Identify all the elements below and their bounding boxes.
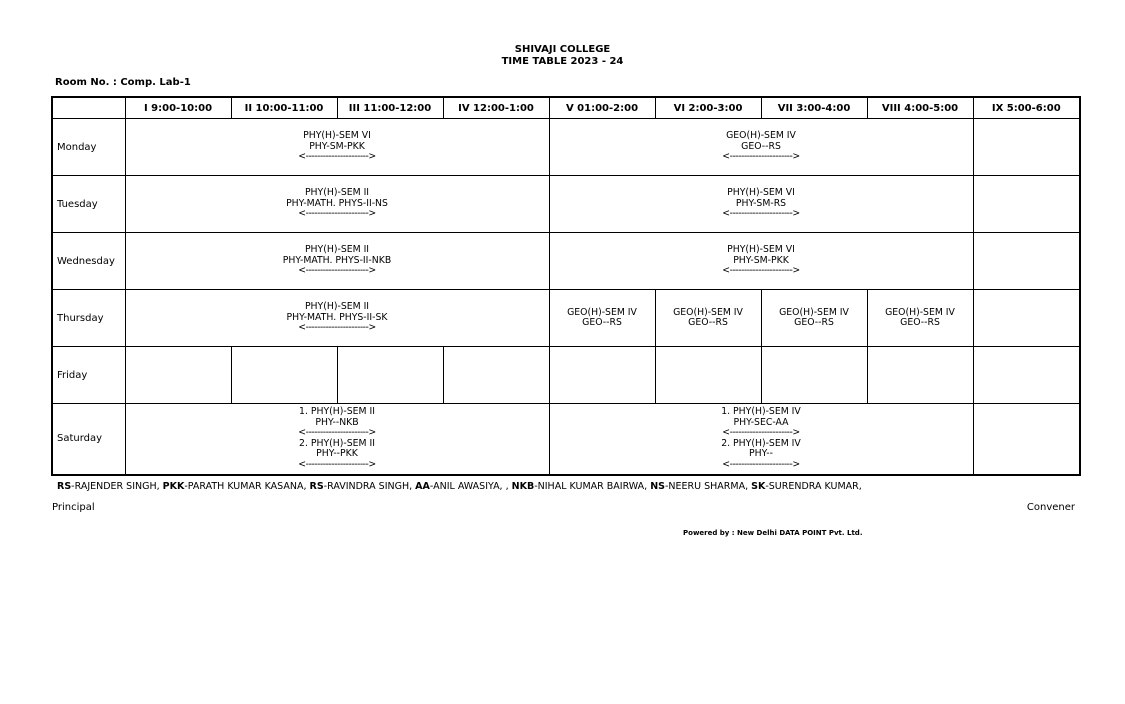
period-header: IX 5:00-6:00 (973, 97, 1080, 119)
class-block (125, 404, 549, 475)
class-subject: GEO--RS (582, 317, 622, 328)
class-course: 1. PHY(H)-SEM II (299, 406, 375, 418)
period-header: I 9:00-10:00 (125, 97, 231, 119)
duration-arrow: <----------------------> (298, 208, 376, 220)
duration-arrow: <----------------------> (722, 208, 800, 220)
period-header: VI 2:00-3:00 (655, 97, 761, 119)
empty-slot (549, 347, 655, 404)
class-block (655, 290, 761, 347)
legend-name: -RAVINDRA SINGH, (323, 481, 416, 492)
class-block (125, 290, 549, 347)
powered-by-credit: Powered by : New Delhi DATA POINT Pvt. Ltd. (683, 529, 863, 537)
empty-slot (761, 347, 867, 404)
legend-name: -NEERU SHARMA, (665, 481, 752, 492)
row-thursday (52, 290, 1080, 347)
class-subject: PHY--PKK (316, 448, 358, 460)
empty-slot (125, 347, 231, 404)
duration-arrow: <----------------------> (722, 427, 800, 439)
class-subject: GEO--RS (688, 317, 728, 328)
legend-name: -NIHAL KUMAR BAIRWA, (534, 481, 651, 492)
empty-slot (231, 347, 337, 404)
duration-arrow: <----------------------> (298, 322, 376, 334)
empty-slot (973, 347, 1080, 404)
duration-arrow: <----------------------> (298, 151, 376, 163)
legend-code: PKK (162, 481, 185, 492)
class-course: PHY(H)-SEM II (304, 187, 370, 199)
class-course: GEO(H)-SEM IV (567, 306, 637, 318)
class-course: GEO(H)-SEM IV (726, 130, 796, 142)
class-block (549, 119, 973, 176)
legend-code: NKB (511, 481, 535, 492)
convener-signature-label: Convener (1026, 502, 1075, 513)
period-header: II 10:00-11:00 (231, 97, 337, 119)
principal-signature-label: Principal (52, 502, 95, 513)
class-block (867, 290, 973, 347)
legend-name: -PARATH KUMAR KASANA, (184, 481, 310, 492)
legend-name: -SURENDRA KUMAR, (765, 481, 862, 492)
empty-slot (655, 347, 761, 404)
class-subject: GEO--RS (900, 317, 940, 328)
timetable-title: TIME TABLE 2023 - 24 (501, 56, 624, 67)
class-course: PHY(H)-SEM VI (727, 187, 795, 199)
class-course: PHY(H)-SEM VI (727, 244, 795, 256)
period-header: VII 3:00-4:00 (761, 97, 867, 119)
duration-arrow: <----------------------> (722, 265, 800, 277)
class-course: GEO(H)-SEM IV (673, 306, 743, 318)
legend-name: -RAJENDER SINGH, (71, 481, 163, 492)
class-course: 2. PHY(H)-SEM IV (721, 437, 801, 449)
class-block (549, 404, 973, 475)
class-subject: GEO--RS (794, 317, 834, 328)
class-block (549, 176, 973, 233)
period-header: III 11:00-12:00 (337, 97, 443, 119)
class-block (549, 233, 973, 290)
period-header: VIII 4:00-5:00 (867, 97, 973, 119)
class-block (125, 119, 549, 176)
empty-slot (973, 119, 1080, 176)
empty-slot (867, 347, 973, 404)
duration-arrow: <----------------------> (298, 458, 376, 470)
period-header: IV 12:00-1:00 (443, 97, 549, 119)
empty-slot (337, 347, 443, 404)
class-course: GEO(H)-SEM IV (885, 306, 955, 318)
class-subject: PHY--NKB (315, 416, 359, 428)
row-saturday (52, 404, 1080, 475)
class-course: GEO(H)-SEM IV (779, 306, 849, 318)
legend-code: SK (751, 481, 766, 492)
day-label: Wednesday (52, 233, 125, 290)
legend-code: RS (57, 481, 72, 492)
duration-arrow: <----------------------> (722, 458, 800, 470)
period-header: V 01:00-2:00 (549, 97, 655, 119)
timetable (51, 96, 1081, 476)
empty-slot (973, 176, 1080, 233)
class-course: PHY(H)-SEM II (304, 301, 370, 313)
legend-name: -ANIL AWASIYA, , (429, 481, 512, 492)
row-friday (52, 347, 1080, 404)
college-name: SHIVAJI COLLEGE (514, 44, 611, 55)
period-header-row (52, 97, 1080, 119)
class-course: PHY(H)-SEM II (304, 244, 370, 256)
class-block (549, 290, 655, 347)
row-tuesday (52, 176, 1080, 233)
class-subject: PHY-MATH. PHYS-II-NKB (282, 254, 392, 266)
corner-cell (52, 97, 125, 119)
row-monday (52, 119, 1080, 176)
legend-code: NS (650, 481, 665, 492)
row-wednesday (52, 233, 1080, 290)
day-label: Monday (52, 119, 125, 176)
class-subject: PHY-MATH. PHYS-II-NS (286, 197, 388, 209)
empty-slot (973, 290, 1080, 347)
class-subject: PHY-SM-PKK (309, 140, 365, 152)
duration-arrow: <----------------------> (298, 265, 376, 277)
class-subject: PHY-SM-PKK (733, 254, 789, 266)
class-block (761, 290, 867, 347)
day-label: Saturday (52, 404, 125, 475)
day-label: Thursday (52, 290, 125, 347)
faculty-legend (57, 481, 862, 492)
class-subject: PHY-- (749, 448, 773, 460)
duration-arrow: <----------------------> (298, 427, 376, 439)
class-subject: GEO--RS (741, 140, 781, 152)
legend-code: AA (415, 481, 430, 492)
empty-slot (443, 347, 549, 404)
duration-arrow: <----------------------> (722, 151, 800, 163)
class-course: 1. PHY(H)-SEM IV (721, 406, 801, 418)
empty-slot (973, 404, 1080, 475)
empty-slot (973, 233, 1080, 290)
class-subject: PHY-MATH. PHYS-II-SK (286, 311, 388, 323)
legend-code: RS (309, 481, 324, 492)
class-subject: PHY-SM-RS (735, 197, 787, 209)
day-label: Friday (52, 347, 125, 404)
class-subject: PHY-SEC-AA (733, 416, 789, 428)
day-label: Tuesday (52, 176, 125, 233)
class-course: 2. PHY(H)-SEM II (299, 437, 375, 449)
class-block (125, 176, 549, 233)
class-block (125, 233, 549, 290)
room-number: Room No. : Comp. Lab-1 (55, 77, 191, 88)
class-course: PHY(H)-SEM VI (303, 130, 371, 142)
